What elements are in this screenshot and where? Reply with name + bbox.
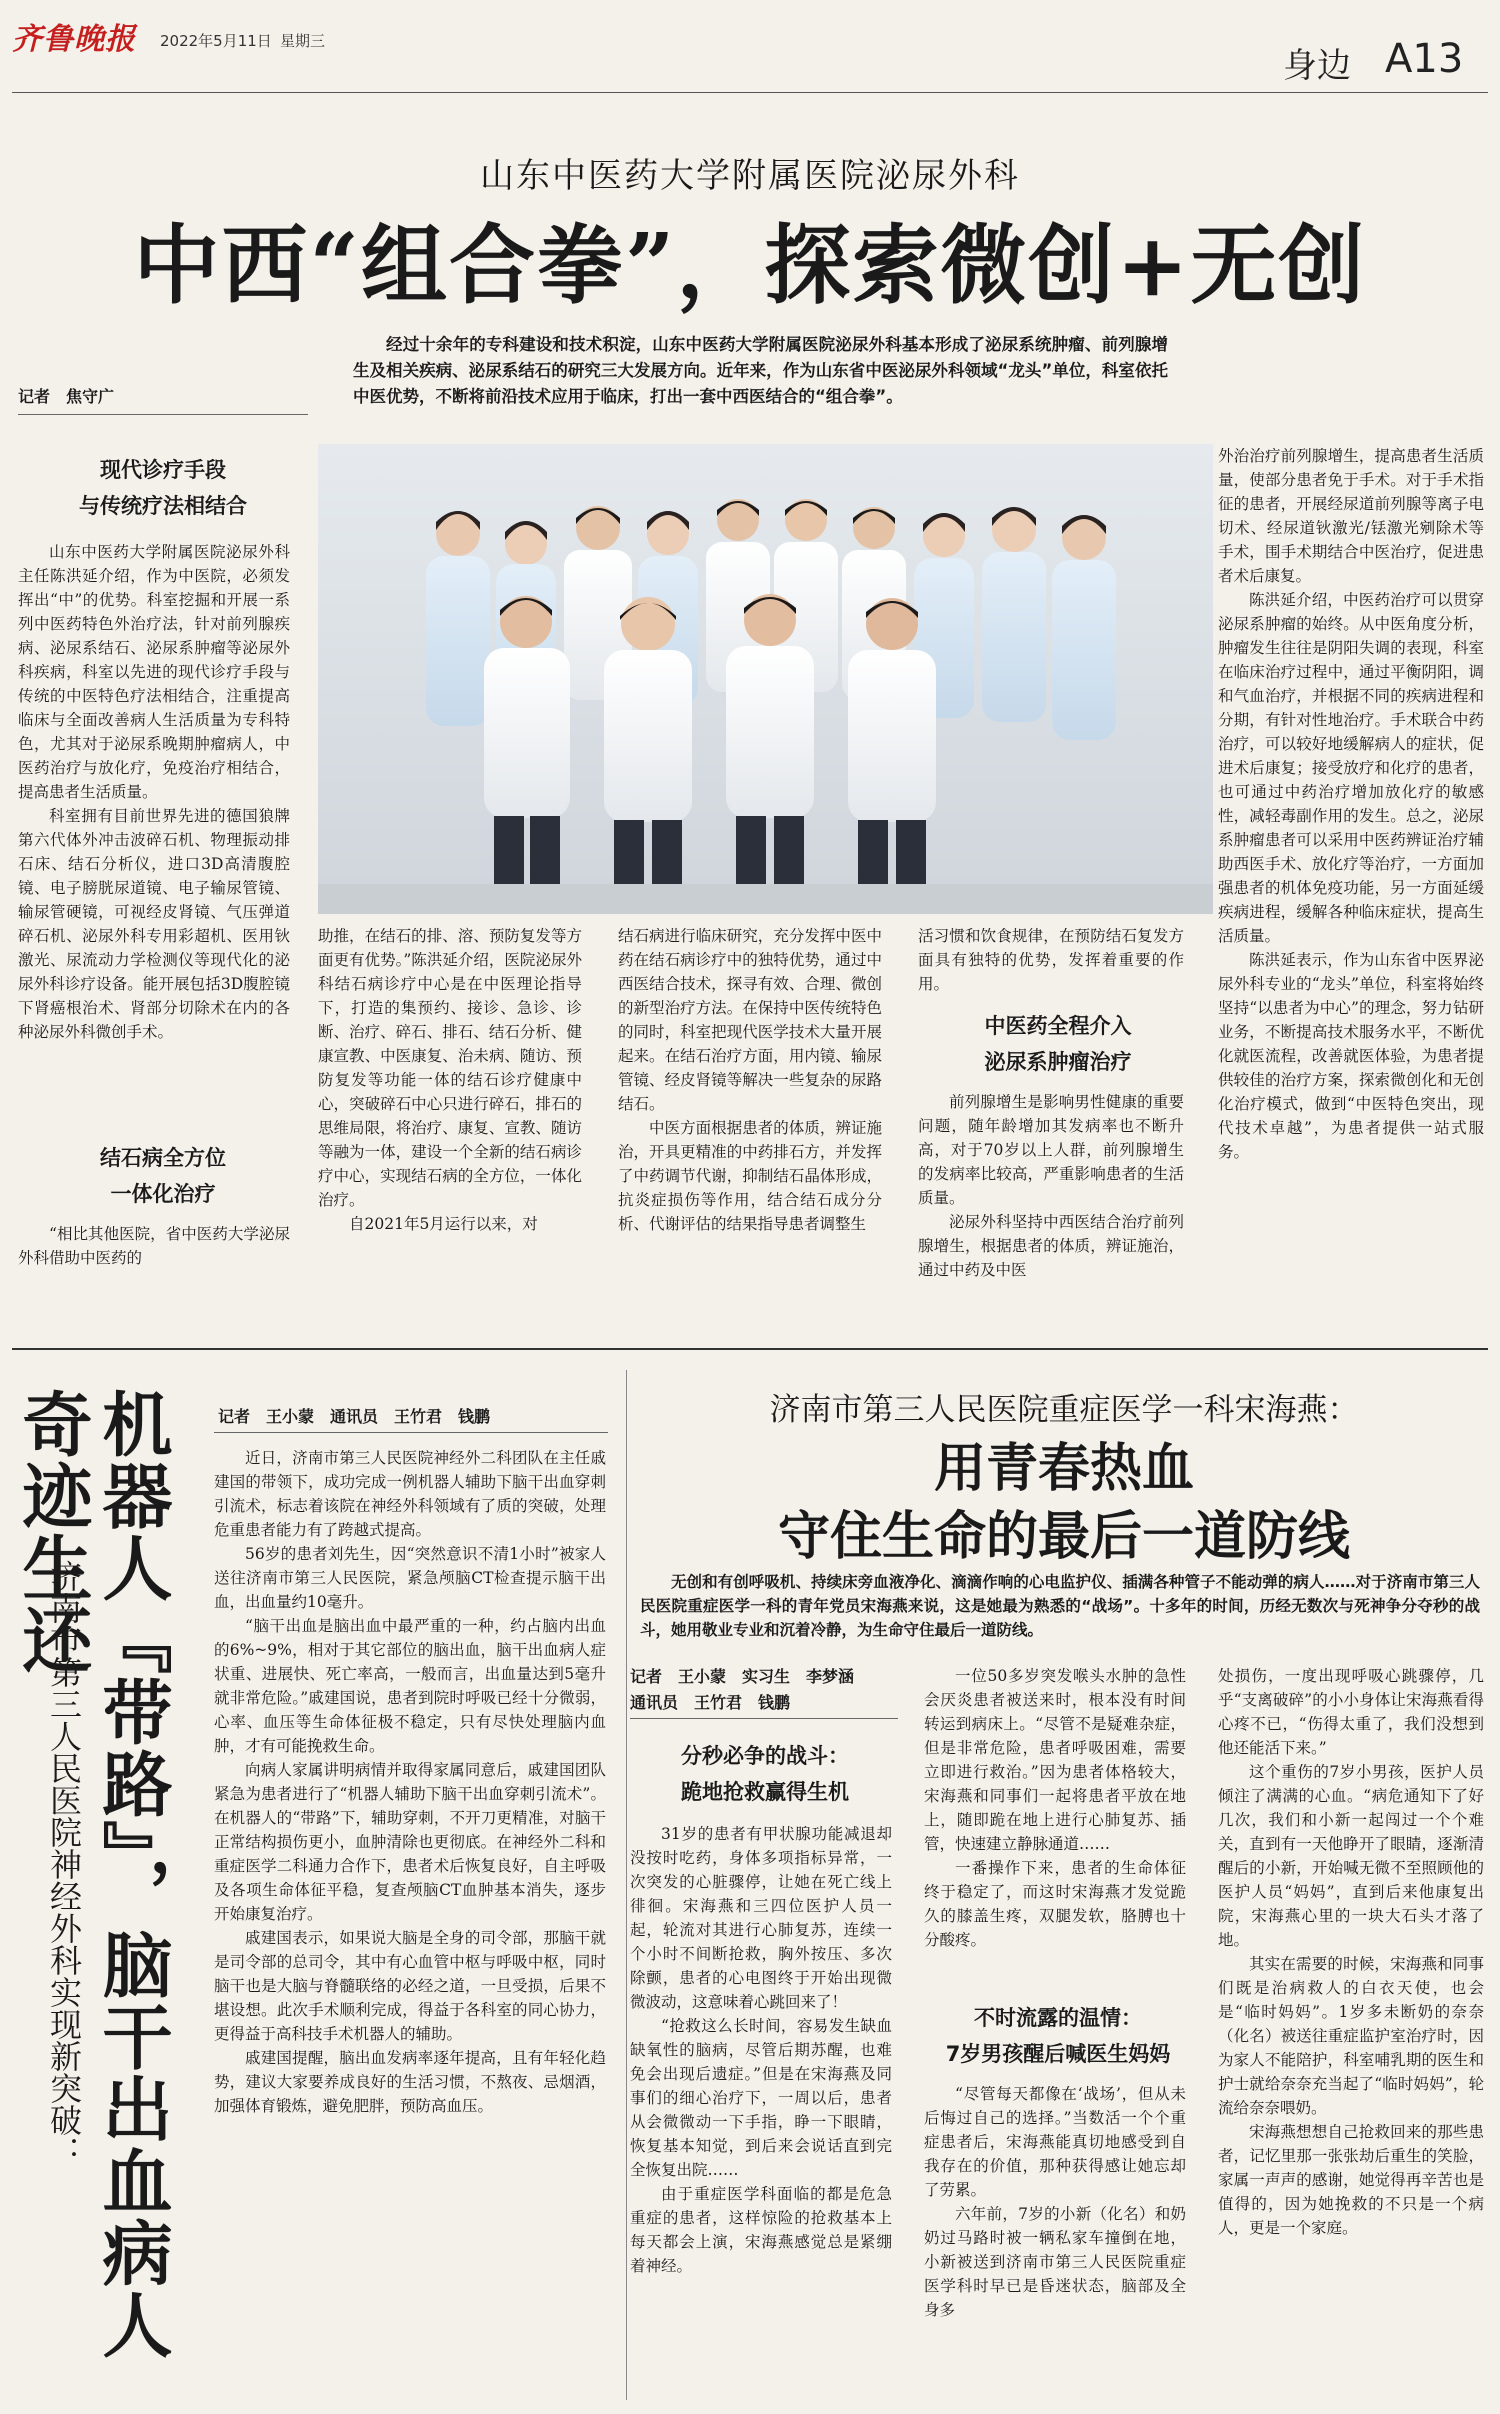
article1-col5 [1218, 444, 1484, 1164]
sub-line: 现代诊疗手段 [100, 458, 226, 482]
group-photo [318, 444, 1213, 914]
paragraph: 56岁的患者刘先生，因“突然意识不清1小时”被家人送往济南市第三人民医院，紧急颅脑CT检查提示脑干出血，出血量约10毫升。 [214, 1545, 606, 1611]
sub-line: 一体化治疗 [110, 1182, 216, 1206]
article1-col1 [18, 540, 290, 1044]
paragraph: 活习惯和饮食规律，在预防结石复发方面具有独特的优势，发挥着重要的作用。 [918, 927, 1184, 993]
sub-line: 泌尿系肿瘤治疗 [984, 1050, 1132, 1074]
paragraph: 近日，济南市第三人民医院神经外二科团队在主任戚建国的带领下，成功完成一例机器人辅助下脑干出血穿刺引流术，标志着该院在神经外科领域有了质的突破，处理危重患者能力有了跨越式提高。 [214, 1449, 606, 1539]
sub-line: 结石病全方位 [100, 1146, 226, 1170]
sub-line: 分秒必争的战斗： [681, 1744, 849, 1768]
paragraph: “脑干出血是脑出血中最严重的一种，约占脑内出血的6%~9%，相对于其它部位的脑出血，脑干出血病人症状重、进展快、死亡率高，一般而言，出血量达到5毫升就非常危险。”戚建国说，患者到院时呼吸已经十分微弱，心率、血压等生命体征极不稳定，只有尽快处理脑内血肿，才有可能挽救生命。 [214, 1617, 606, 1755]
article3-byline-rule [630, 1718, 898, 1719]
article1-headline: 中西“组合拳”，探索微创+无创 [133, 215, 1367, 316]
issue-weekday: 星期三 [280, 32, 326, 50]
article3-col2 [924, 1664, 1186, 1952]
sub-line: 中医药全程介入 [984, 1014, 1132, 1038]
paragraph: 这个重伤的7岁小男孩，医护人员倾注了满满的心血。“病危通知下了好几次，我们和小新一起闯过一个个难关，直到有一天他睁开了眼睛，逐渐清醒后的小新，开始喊无微不至照顾他的医护人员“妈妈”，直到后来他康复出院，宋海燕心里的一块大石头才落了地。 [1218, 1763, 1484, 1949]
paragraph: 外治治疗前列腺增生，提高患者生活质量，使部分患者免于手术。对于手术指征的患者，开展经尿道前列腺等离子电切术、经尿道钬激光/铥激光剜除术等手术，围手术期结合中医治疗，促进患者术后康复。 [1218, 447, 1484, 585]
paragraph: 陈洪延介绍，中医药治疗可以贯穿泌尿系肿瘤的始终。从中医角度分析，肿瘤发生往往是阴阳失调的表现，科室在临床治疗过程中，通过平衡阴阳，调和气血治疗，并根据不同的疾病进程和分期，有针对性地治疗。手术联合中药治疗，可以较好地缓解病人的症状，促进术后康复；接受放疗和化疗的患者，也可通过中药治疗增加放化疗的敏感性，减轻毒副作用的发生。总之，泌尿系肿瘤患者可以采用中医药辨证治疗辅助西医手术、放化疗等治疗，一方面加强患者的机体免疫功能，另一方面延缓疾病进程，缓解各种临床症状，提高生活质量。 [1218, 591, 1484, 945]
paragraph: 前列腺增生是影响男性健康的重要问题，随年龄增加其发病率也不断升高，对于70岁以上人群，前列腺增生的发病率比较高，严重影响患者的生活质量。 [918, 1093, 1184, 1207]
paragraph: 由于重症医学科面临的都是危急重症的患者，这样惊险的抢救基本上每天都会上演，宋海燕感觉总是紧绷着神经。 [630, 2185, 892, 2275]
sub-line: 不时流露的温情： [974, 2006, 1142, 2030]
paragraph: 助推，在结石的排、溶、预防复发等方面更有优势。”陈洪延介绍，医院泌尿外科结石病诊疗中心是在中医理论指导下，打造的集预约、接诊、急诊、诊断、治疗、碎石、排石、结石分析、健康宣教、中医康复、治未病、随访、预防复发等功能一体的结石诊疗健康中心，突破碎石中心只进行碎石，排石的思维局限，将治疗、康复、宣教、随访等融为一体，建设一个全新的结石病诊疗中心，实现结石病的全方位，一体化治疗。 [318, 927, 582, 1209]
paragraph: 自2021年5月运行以来，对 [349, 1215, 538, 1233]
paragraph: 其实在需要的时候，宋海燕和同事们既是治病救人的白衣天使，也会是“临时妈妈”。1岁多未断奶的奈奈（化名）被送往重症监护室治疗时，因为家人不能陪护，科室哺乳期的医生和护士就给奈奈充当起了“临时妈妈”，轮流给奈奈喂奶。 [1218, 1955, 1484, 2117]
article1-col2 [318, 924, 582, 1236]
article1-sub3 [918, 1008, 1198, 1080]
paragraph: 泌尿外科坚持中西医结合治疗前列腺增生，根据患者的体质，辨证施治，通过中药及中医 [918, 1213, 1184, 1279]
paragraph: 戚建国提醒，脑出血发病率逐年提高，且有年轻化趋势，建议大家要养成良好的生活习惯，不熬夜、忌烟酒，加强体育锻炼，避免肥胖，预防高血压。 [214, 2049, 606, 2115]
sub-line: 与传统疗法相结合 [79, 494, 247, 518]
article1-sub2 [18, 1140, 308, 1212]
article1-byline-rule [18, 414, 308, 415]
article2-headline: 机器人『带路』，脑干出血病人奇迹生还 [11, 1388, 174, 2361]
article2-byline: 记者 王小蒙 通讯员 王竹君 钱鹏 [218, 1407, 491, 1426]
staff-group-figure [318, 444, 1213, 914]
article2-body [214, 1446, 606, 2118]
article1-col1b: “相比其他医院，省中医药大学泌尿外科借助中医药的 [18, 1225, 290, 1267]
sub-line: 7岁男孩醒后喊医生妈妈 [945, 2042, 1171, 2066]
article3-col1 [630, 1822, 892, 2278]
article1-col4b [918, 1090, 1184, 1282]
article2-subhead: 济南市第三人民医院神经外科实现新突破： [45, 1560, 83, 2168]
article3-byline-1: 记者 王小蒙 实习生 李梦涵 [630, 1667, 855, 1686]
article1-col3 [618, 924, 882, 1236]
article2-byline-rule [214, 1432, 608, 1433]
masthead-logo: 齐鲁晚报 [12, 22, 136, 57]
sub-line: 跪地抢救赢得生机 [681, 1780, 849, 1804]
paragraph: 处损伤，一度出现呼吸心跳骤停，几乎“支离破碎”的小小身体让宋海燕看得心疼不已，“伤得太重了，我们没想到他还能活下来。” [1218, 1667, 1484, 1757]
article3-col2b [924, 2082, 1186, 2322]
article3-kicker: 济南市第三人民医院重症医学一科宋海燕： [769, 1392, 1359, 1428]
section-name: 身边 [1283, 46, 1351, 86]
article3-byline-2: 通讯员 王竹君 钱鹏 [630, 1693, 791, 1712]
issue-date: 2022年5月11日 [160, 32, 272, 50]
masthead-rule [12, 92, 1488, 93]
article1-sub1 [18, 452, 308, 524]
article1-byline: 记者 焦守广 [18, 387, 115, 406]
article3-headline-line1: 用青春热血 [933, 1438, 1194, 1499]
article3-lede: 无创和有创呼吸机、持续床旁血液净化、滴滴作响的心电监护仪、插满各种管子不能动弹的病人……对于济南市第三人民医院重症医学一科的青年党员宋海燕来说，这是她最为熟悉的“战场”。十多年的时间，历经无数次与死神争分夺秒的战斗，她用敬业专业和沉着冷静，为生命守住最后一道防线。 [640, 1573, 1480, 1639]
section-divider [12, 1348, 1488, 1350]
paragraph: 陈洪延表示，作为山东省中医界泌尿外科专业的“龙头”单位，科室将始终坚持“以患者为中心”的理念，努力钻研业务，不断提高技术服务水平，不断优化就医流程，改善就医体验，为患者提供较佳的治疗方案，探索微创化和无创化治疗模式，做到“中医特色突出，现代技术卓越”，为患者提供一站式服务。 [1218, 951, 1484, 1161]
paragraph: 山东中医药大学附属医院泌尿外科主任陈洪延介绍，作为中医院，必须发挥出“中”的优势。科室挖掘和开展一系列中医药特色外治疗法，针对前列腺疾病、泌尿系结石、泌尿系肿瘤等泌尿外科疾病，科室以先进的现代诊疗手段与传统的中医特色疗法相结合，注重提高临床与全面改善病人生活质量为专科特色，尤其对于泌尿系晚期肿瘤病人，中医药治疗与放化疗，免疫治疗相结合，提高患者生活质量。 [18, 543, 290, 801]
article1-kicker: 山东中医药大学附属医院泌尿外科 [480, 156, 1020, 196]
paragraph: 31岁的患者有甲状腺功能减退却没按时吃药，身体多项指标异常，一次突发的心脏骤停，让她在死亡线上徘徊。宋海燕和三四位医护人员一起，轮流对其进行心肺复苏，连续一个小时不间断抢救，胸外按压、多次除颤，患者的心电图终于开始出现微微波动，这意味着心跳回来了！ [630, 1825, 892, 2011]
article3-headline-line2: 守住生命的最后一道防线 [777, 1506, 1350, 1567]
column-divider [626, 1370, 627, 2400]
paragraph: 宋海燕想想自己抢救回来的那些患者，记忆里那一张张劫后重生的笑脸，家属一声声的感谢，她觉得再辛苦也是值得的，因为她挽救的不只是一个病人，更是一个家庭。 [1218, 2123, 1484, 2237]
paragraph: 六年前，7岁的小新（化名）和奶奶过马路时被一辆私家车撞倒在地，小新被送到济南市第三人民医院重症医学科时早已是昏迷状态，脑部及全身多 [924, 2205, 1186, 2319]
page-number: A13 [1385, 36, 1464, 82]
paragraph: 结石病进行临床研究，充分发挥中医中药在结石病诊疗中的独特优势，通过中西医结合技术，探寻有效、合理、微创的新型治疗方法。在保持中医传统特色的同时，科室把现代医学技术大量开展起来。在结石治疗方面，用内镜、输尿管镜、经皮肾镜等解决一些复杂的尿路结石。 [618, 927, 882, 1113]
article3-sub2 [918, 2000, 1198, 2072]
article3-sub1 [630, 1738, 900, 1810]
article1-col4 [918, 924, 1184, 996]
article3-col3 [1218, 1664, 1484, 2240]
paragraph: 一位50多岁突发喉头水肿的急性会厌炎患者被送来时，根本没有时间转运到病床上。“尽管不是疑难杂症，但是非常危险，患者呼吸困难，需要立即进行救治。”因为患者体格较大，宋海燕和同事们一起将患者平放在地上，随即跪在地上进行心肺复苏、插管，快速建立静脉通道…… [924, 1667, 1186, 1853]
article1-lede: 经过十余年的专科建设和技术积淀，山东中医药大学附属医院泌尿外科基本形成了泌尿系统肿瘤、前列腺增生及相关疾病、泌尿系结石的研究三大发展方向。近年来，作为山东省中医泌尿外科领域“龙头”单位，科室依托中医优势，不断将前沿技术应用于临床，打出一套中西医结合的“组合拳”。 [353, 335, 1168, 406]
paragraph: 一番操作下来，患者的生命体征终于稳定了，而这时宋海燕才发觉跪久的膝盖生疼，双腿发软，胳膊也十分酸疼。 [924, 1859, 1186, 1949]
paragraph: 科室拥有目前世界先进的德国狼牌第六代体外冲击波碎石机、物理振动排石床、结石分析仪，进口3D高清腹腔镜、电子膀胱尿道镜、电子输尿管镜、输尿管硬镜，可视经皮肾镜、气压弹道碎石机、泌尿外科专用彩超机、医用钬激光、尿流动力学检测仪等现代化的泌尿外科诊疗设备。能开展包括3D腹腔镜下肾癌根治术、肾部分切除术在内的各种泌尿外科微创手术。 [18, 807, 290, 1041]
paragraph: “抢救这么长时间，容易发生缺血缺氧性的脑病，尽管后期苏醒，也难免会出现后遗症。”但是在宋海燕及同事们的细心治疗下，一周以后，患者从会微微动一下手指，睁一下眼睛，恢复基本知觉，到后来会说话直到完全恢复出院…… [630, 2017, 892, 2179]
paragraph: 向病人家属讲明病情并取得家属同意后，戚建国团队紧急为患者进行了“机器人辅助下脑干出血穿刺引流术”。在机器人的“带路”下，辅助穿刺，不开刀更精准，对脑干正常结构损伤更小，血肿清除也更彻底。在神经外二科和重症医学二科通力合作下，患者术后恢复良好，自主呼吸及各项生命体征平稳，复查颅脑CT血肿基本消失，逐步开始康复治疗。 [214, 1761, 606, 1923]
paragraph: 戚建国表示，如果说大脑是全身的司令部，那脑干就是司令部的总司令，其中有心血管中枢与呼吸中枢，同时脑干也是大脑与脊髓联络的必经之道，一旦受损，后果不堪设想。此次手术顺利完成，得益于各科室的同心协力，更得益于高科技手术机器人的辅助。 [214, 1929, 606, 2043]
paragraph: 中医方面根据患者的体质，辨证施治，开具更精准的中药排石方，并发挥了中药调节代谢，抑制结石晶体形成，抗炎症损伤等作用，结合结石成分分析、代谢评估的结果指导患者调整生 [618, 1119, 882, 1233]
paragraph: “尽管每天都像在‘战场’，但从未后悔过自己的选择。”当数活一个个重症患者后，宋海燕能真切地感受到自我存在的价值，那种获得感让她忘却了劳累。 [924, 2085, 1186, 2199]
